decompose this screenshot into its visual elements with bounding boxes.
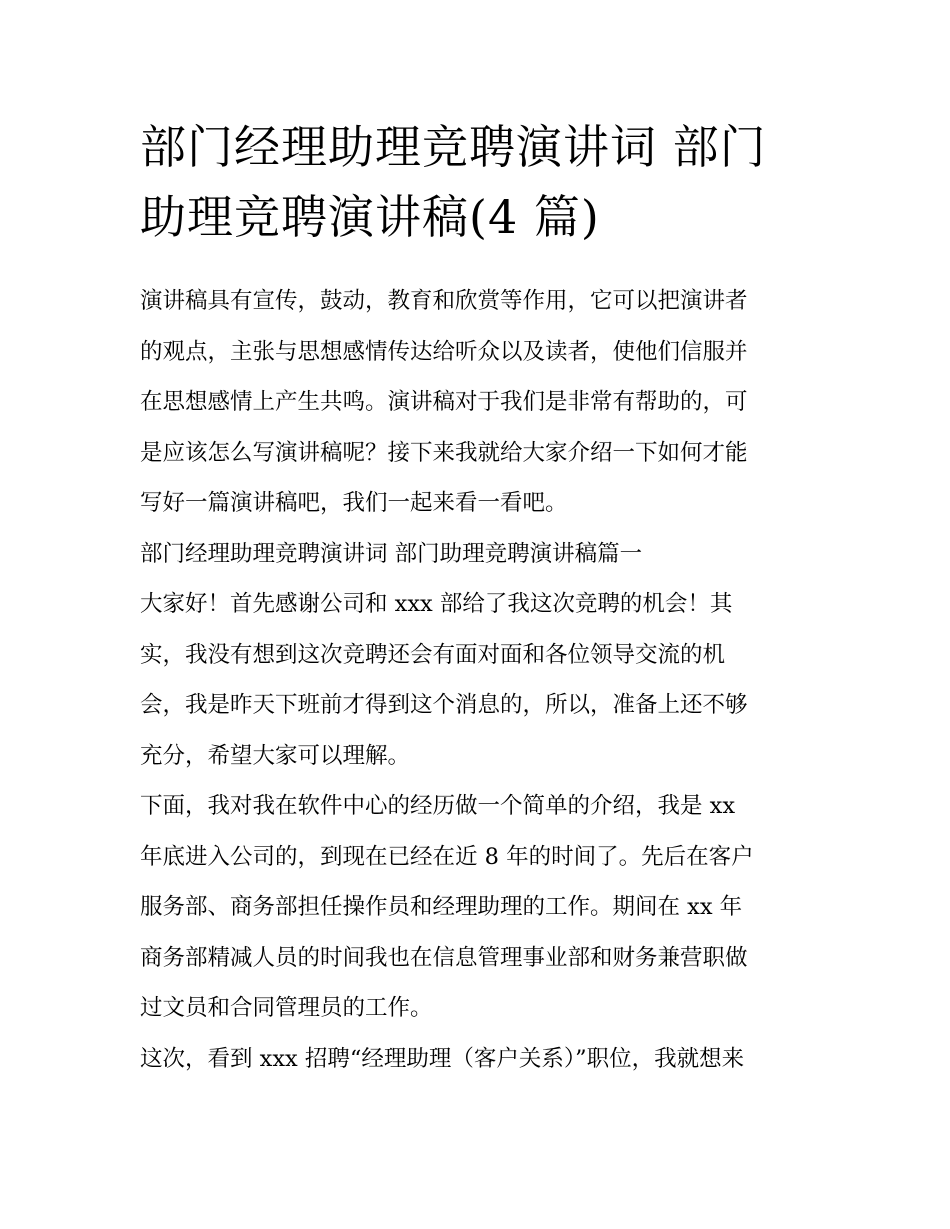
- paragraph-line: 在思想感情上产生共鸣。演讲稿对于我们是非常有帮助的，可: [140, 389, 748, 415]
- paragraph-line: 演讲稿具有宣传，鼓动，教育和欣赏等作用，它可以把演讲者: [140, 288, 748, 314]
- document-title: [140, 112, 820, 252]
- paragraph-line: 年底进入公司的，到现在已经在近 8 年的时间了。先后在客户: [140, 843, 754, 870]
- paragraph-line: 写好一篇演讲稿吧，我们一起来看一看吧。: [140, 490, 568, 516]
- paragraph-line: 部门经理助理竞聘演讲词 部门助理竞聘演讲稿篇一: [140, 540, 643, 567]
- paragraph-line: 会，我是昨天下班前才得到这个消息的，所以，准备上还不够: [140, 692, 748, 718]
- section-heading: [140, 529, 820, 580]
- paragraph-line: 商务部精减人员的时间我也在信息管理事业部和财务兼营职做: [140, 944, 748, 971]
- paragraph-line: 充分，希望大家可以理解。: [140, 742, 411, 769]
- paragraph-line: 实，我没有想到这次竞聘还会有面对面和各位领导交流的机: [140, 641, 726, 668]
- paragraph-line: 服务部、商务部担任操作员和经理助理的工作。期间在 xx 年: [140, 894, 743, 920]
- title-line-2: 助理竞聘演讲稿(4 篇): [140, 190, 600, 244]
- experience-paragraph: [140, 781, 820, 1034]
- document-body: [140, 276, 820, 1084]
- paragraph-line: 这次，看到 xxx 招聘“经理助理（客户关系）”职位，我就想来: [140, 1045, 745, 1072]
- paragraph-line: 下面，我对我在软件中心的经历做一个简单的介绍，我是 xx: [140, 793, 736, 819]
- paragraph-line: 大家好！首先感谢公司和 xxx 部给了我这次竞聘的机会！其: [140, 591, 733, 617]
- paragraph-line: 是应该怎么写演讲稿呢？接下来我就给大家介绍一下如何才能: [140, 439, 748, 466]
- greeting-paragraph: [140, 579, 820, 781]
- paragraph-line: 的观点，主张与思想感情传达给听众以及读者，使他们信服并: [140, 338, 748, 365]
- intro-paragraph: [140, 276, 820, 529]
- motivation-paragraph: [140, 1034, 820, 1085]
- paragraph-line: 过文员和合同管理员的工作。: [140, 995, 433, 1021]
- title-line-1: 部门经理助理竞聘演讲词 部门: [140, 120, 767, 174]
